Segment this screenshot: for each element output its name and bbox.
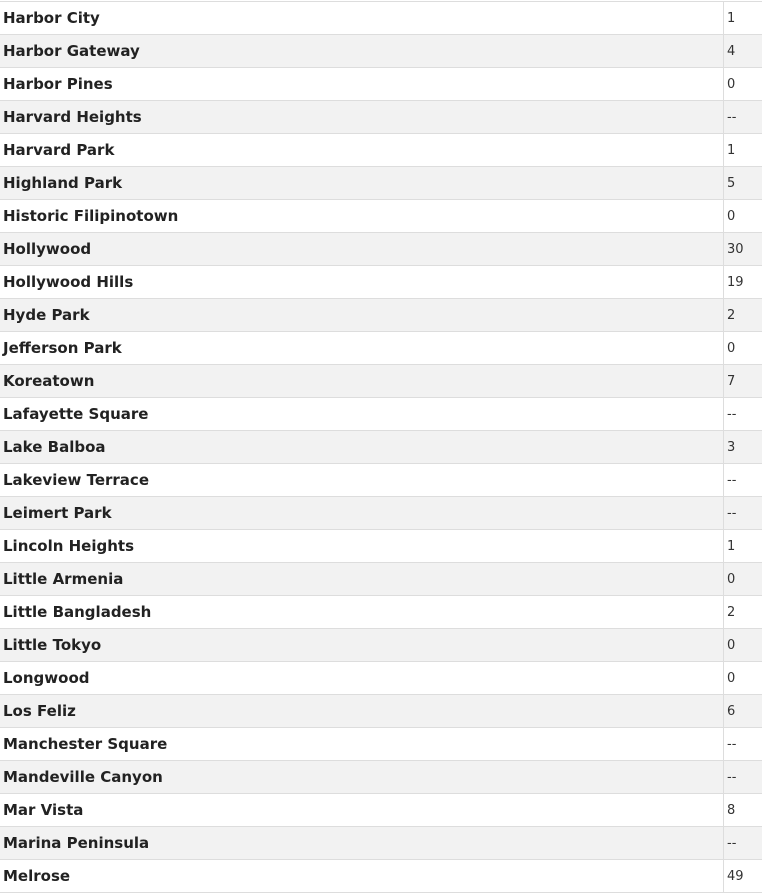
neighborhood-name-cell: Los Feliz: [0, 695, 724, 728]
neighborhood-name-cell: Lincoln Heights: [0, 530, 724, 563]
count-cell: --: [724, 497, 762, 530]
neighborhood-name-cell: Highland Park: [0, 167, 724, 200]
count-cell: 3: [724, 431, 762, 464]
count-cell: 0: [724, 200, 762, 233]
neighborhood-name-cell: Jefferson Park: [0, 332, 724, 365]
count-cell: --: [724, 761, 762, 794]
count-cell: 8: [724, 794, 762, 827]
table-row: [0, 695, 762, 728]
table-row: [0, 200, 762, 233]
neighborhood-name-cell: Koreatown: [0, 365, 724, 398]
neighborhood-name-cell: Longwood: [0, 662, 724, 695]
count-cell: 19: [724, 266, 762, 299]
table-row: [0, 332, 762, 365]
table-row: [0, 431, 762, 464]
count-cell: 0: [724, 563, 762, 596]
table-row: [0, 35, 762, 68]
table-row: [0, 299, 762, 332]
count-cell: --: [724, 827, 762, 860]
neighborhood-table: [0, 1, 762, 893]
table-row: [0, 2, 762, 35]
neighborhood-name-cell: Harbor City: [0, 2, 724, 35]
count-cell: 1: [724, 530, 762, 563]
table-row: [0, 398, 762, 431]
count-cell: 5: [724, 167, 762, 200]
count-cell: 4: [724, 35, 762, 68]
table-row: [0, 134, 762, 167]
neighborhood-name-cell: Hyde Park: [0, 299, 724, 332]
table-body: [0, 2, 762, 893]
table-row: [0, 761, 762, 794]
count-cell: 7: [724, 365, 762, 398]
neighborhood-name-cell: Harbor Gateway: [0, 35, 724, 68]
count-cell: 2: [724, 596, 762, 629]
count-cell: --: [724, 464, 762, 497]
table-row: [0, 530, 762, 563]
neighborhood-name-cell: Lafayette Square: [0, 398, 724, 431]
count-cell: 2: [724, 299, 762, 332]
table-row: [0, 497, 762, 530]
neighborhood-name-cell: Little Bangladesh: [0, 596, 724, 629]
table-row: [0, 827, 762, 860]
table-row: [0, 596, 762, 629]
table-row: [0, 101, 762, 134]
count-cell: 49: [724, 860, 762, 893]
neighborhood-name-cell: Harbor Pines: [0, 68, 724, 101]
count-cell: 0: [724, 68, 762, 101]
neighborhood-name-cell: Little Tokyo: [0, 629, 724, 662]
neighborhood-name-cell: Mar Vista: [0, 794, 724, 827]
count-cell: 30: [724, 233, 762, 266]
table-row: [0, 629, 762, 662]
table-row: [0, 233, 762, 266]
neighborhood-name-cell: Lakeview Terrace: [0, 464, 724, 497]
count-cell: 0: [724, 332, 762, 365]
count-cell: 0: [724, 629, 762, 662]
table-row: [0, 794, 762, 827]
table-row: [0, 68, 762, 101]
count-cell: 0: [724, 662, 762, 695]
table-row: [0, 728, 762, 761]
count-cell: --: [724, 398, 762, 431]
count-cell: 6: [724, 695, 762, 728]
table-row: [0, 464, 762, 497]
neighborhood-name-cell: Hollywood Hills: [0, 266, 724, 299]
count-cell: --: [724, 101, 762, 134]
table-row: [0, 563, 762, 596]
table-row: [0, 860, 762, 893]
neighborhood-name-cell: Melrose: [0, 860, 724, 893]
neighborhood-name-cell: Lake Balboa: [0, 431, 724, 464]
neighborhood-name-cell: Historic Filipinotown: [0, 200, 724, 233]
count-cell: 1: [724, 2, 762, 35]
table-row: [0, 365, 762, 398]
neighborhood-name-cell: Leimert Park: [0, 497, 724, 530]
table-row: [0, 662, 762, 695]
neighborhood-name-cell: Manchester Square: [0, 728, 724, 761]
neighborhood-name-cell: Harvard Park: [0, 134, 724, 167]
neighborhood-name-cell: Hollywood: [0, 233, 724, 266]
table-row: [0, 266, 762, 299]
count-cell: 1: [724, 134, 762, 167]
table-row: [0, 167, 762, 200]
neighborhood-name-cell: Mandeville Canyon: [0, 761, 724, 794]
neighborhood-name-cell: Marina Peninsula: [0, 827, 724, 860]
neighborhood-name-cell: Little Armenia: [0, 563, 724, 596]
neighborhood-name-cell: Harvard Heights: [0, 101, 724, 134]
count-cell: --: [724, 728, 762, 761]
